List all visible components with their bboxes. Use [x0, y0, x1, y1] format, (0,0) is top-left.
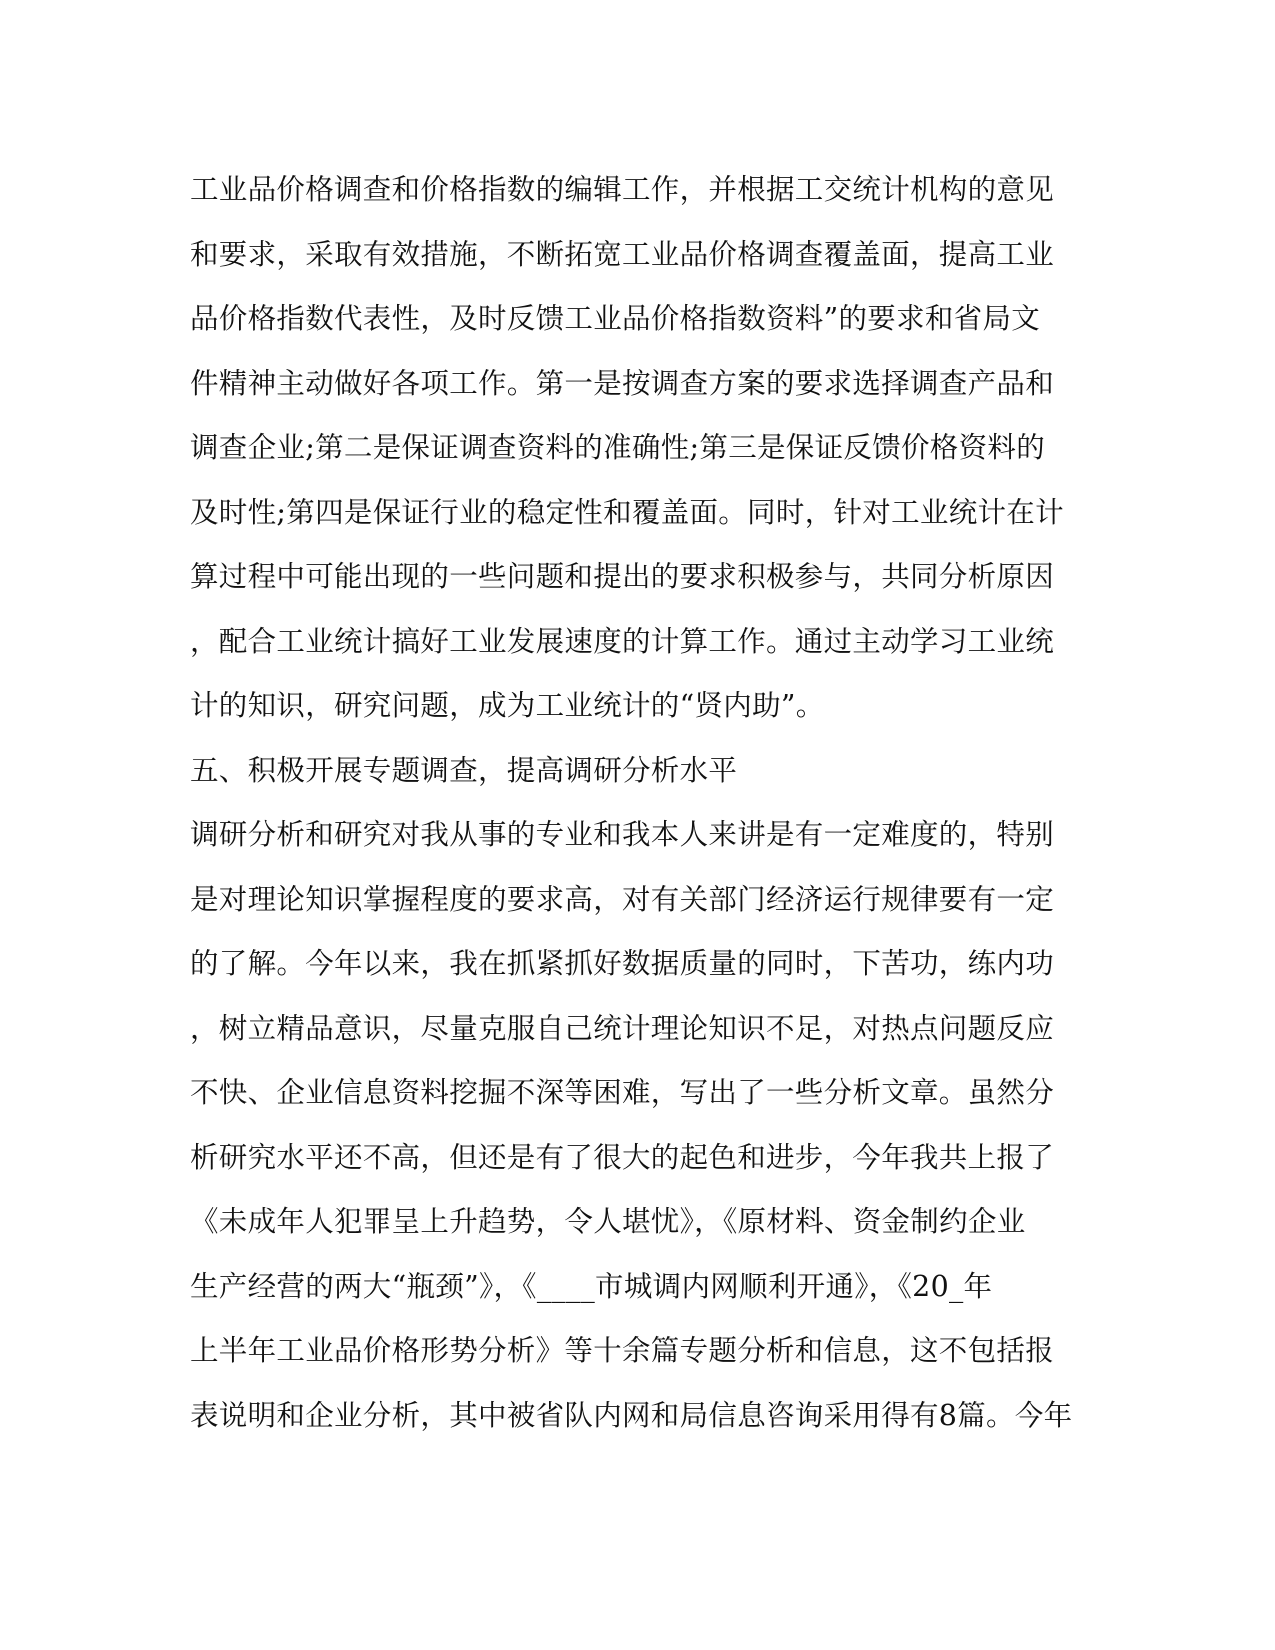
document-body [190, 158, 1080, 1448]
body-line: 计的知识，研究问题，成为工业统计的“贤内助”。 [190, 689, 825, 722]
body-line: 是对理论知识掌握程度的要求高，对有关部门经济运行规律要有一定 [190, 882, 1055, 916]
body-line: 件精神主动做好各项工作。第一是按调查方案的要求选择调查产品和 [190, 366, 1055, 400]
body-line: ，树立精品意识，尽量克服自己统计理论知识不足，对热点问题反应 [190, 1011, 1055, 1045]
body-line: 和要求，采取有效措施，不断拓宽工业品价格调查覆盖面，提高工业 [190, 237, 1055, 271]
body-line: ，配合工业统计搞好工业发展速度的计算工作。通过主动学习工业统 [190, 624, 1055, 658]
body-line: 上半年工业品价格形势分析》等十余篇专题分析和信息，这不包括报 [190, 1334, 1055, 1367]
body-line: 析研究水平还不高，但还是有了很大的起色和进步，今年我共上报了 [190, 1140, 1055, 1174]
body-line: 品价格指数代表性，及时反馈工业品价格指数资料”的要求和省局文 [190, 302, 1041, 335]
body-line: 调研分析和研究对我从事的专业和我本人来讲是有一定难度的，特别 [190, 818, 1055, 851]
body-line: 工业品价格调查和价格指数的编辑工作，并根据工交统计机构的意见 [190, 173, 1055, 206]
body-line: 及时性;第四是保证行业的稳定性和覆盖面。同时，针对工业统计在计 [190, 495, 1064, 529]
body-line: 调查企业;第二是保证调查资料的准确性;第三是保证反馈价格资料的 [190, 431, 1046, 464]
body-line: 不快、企业信息资料挖掘不深等困难，写出了一些分析文章。虽然分 [190, 1076, 1055, 1109]
body-line: 算过程中可能出现的一些问题和提出的要求积极参与，共同分析原因 [190, 560, 1055, 593]
body-line: 表说明和企业分析，其中被省队内网和局信息咨询采用得有8篇。今年 [190, 1398, 1073, 1432]
body-line: 《未成年人犯罪呈上升趋势，令人堪忧》，《原材料、资金制约企业 [190, 1205, 1026, 1238]
section-heading: 五、积极开展专题调查，提高调研分析水平 [190, 753, 738, 787]
body-line: 生产经营的两大“瓶颈”》，《____市城调内网顺利开通》，《20_年 [190, 1269, 993, 1303]
body-line: 的了解。今年以来，我在抓紧抓好数据质量的同时，下苦功，练内功 [190, 947, 1055, 980]
